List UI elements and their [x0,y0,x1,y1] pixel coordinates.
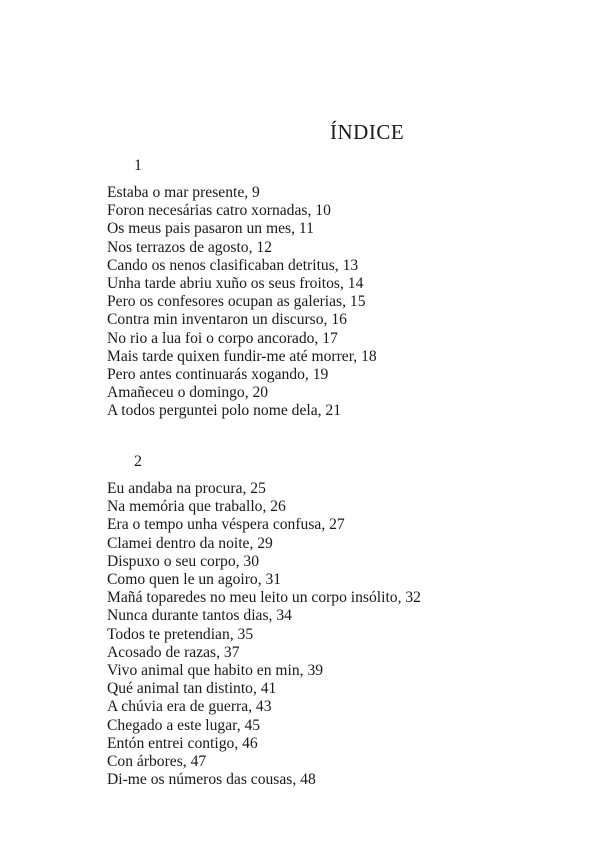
toc-entry: Na memória que traballo, 26 [107,498,286,516]
toc-entry: Clamei dentro da noite, 29 [107,534,273,552]
toc-entry: Estaba o mar presente, 9 [107,184,260,201]
section-2-entries [107,480,421,789]
toc-entry: Era o tempo unha véspera confusa, 27 [107,516,345,534]
toc-entry: Todos te pretendian, 35 [107,625,254,643]
toc-entry: Unha tarde abriu xuño os seus froitos, 14 [107,275,364,293]
toc-entry: Dispuxo o seu corpo, 30 [107,552,260,570]
section-1-entries [107,184,377,421]
toc-entry: Contra min inventaron un discurso, 16 [107,311,347,329]
toc-entry: Pero antes continuarás xogando, 19 [107,366,329,384]
toc-entry: Pero os confesores ocupan as galerias, 15 [107,293,366,311]
toc-entry: Mañá toparedes no meu leito un corpo insólito, 32 [107,589,421,607]
toc-entry: Eu andaba na procura, 25 [107,480,266,497]
toc-entry: Amañeceu o domingo, 20 [107,384,269,402]
toc-entry: Foron necesárias catro xornadas, 10 [107,202,331,220]
toc-entry: Acosado de razas, 37 [107,643,240,661]
toc-entry: Nos terrazos de agosto, 12 [107,238,272,256]
toc-entry: Nunca durante tantos dias, 34 [107,607,292,625]
toc-entry: Vivo animal que habito en min, 39 [107,662,324,680]
section-number-2: 2 [134,453,142,470]
toc-entry: Como quen le un agoiro, 31 [107,571,282,589]
toc-entry: Os meus pais pasaron un mes, 11 [107,220,314,238]
toc-entry: A chúvia era de guerra, 43 [107,698,272,716]
toc-entry: A todos perguntei polo nome dela, 21 [107,402,342,420]
toc-entry: No rio a lua foi o corpo ancorado, 17 [107,329,338,347]
toc-entry: Con árbores, 47 [107,753,207,771]
toc-entry: Qué animal tan distinto, 41 [107,680,277,698]
section-number-1: 1 [134,157,142,174]
toc-entry: Cando os nenos clasificaban detritus, 13 [107,256,359,274]
page-title: ÍNDICE [330,120,405,144]
toc-entry: Chegado a este lugar, 45 [107,716,261,734]
toc-entry: Di-me os números das cousas, 48 [107,771,316,789]
toc-entry: Mais tarde quixen fundir-me até morrer, 18 [107,347,377,365]
toc-entry: Entón entrei contigo, 46 [107,734,258,752]
